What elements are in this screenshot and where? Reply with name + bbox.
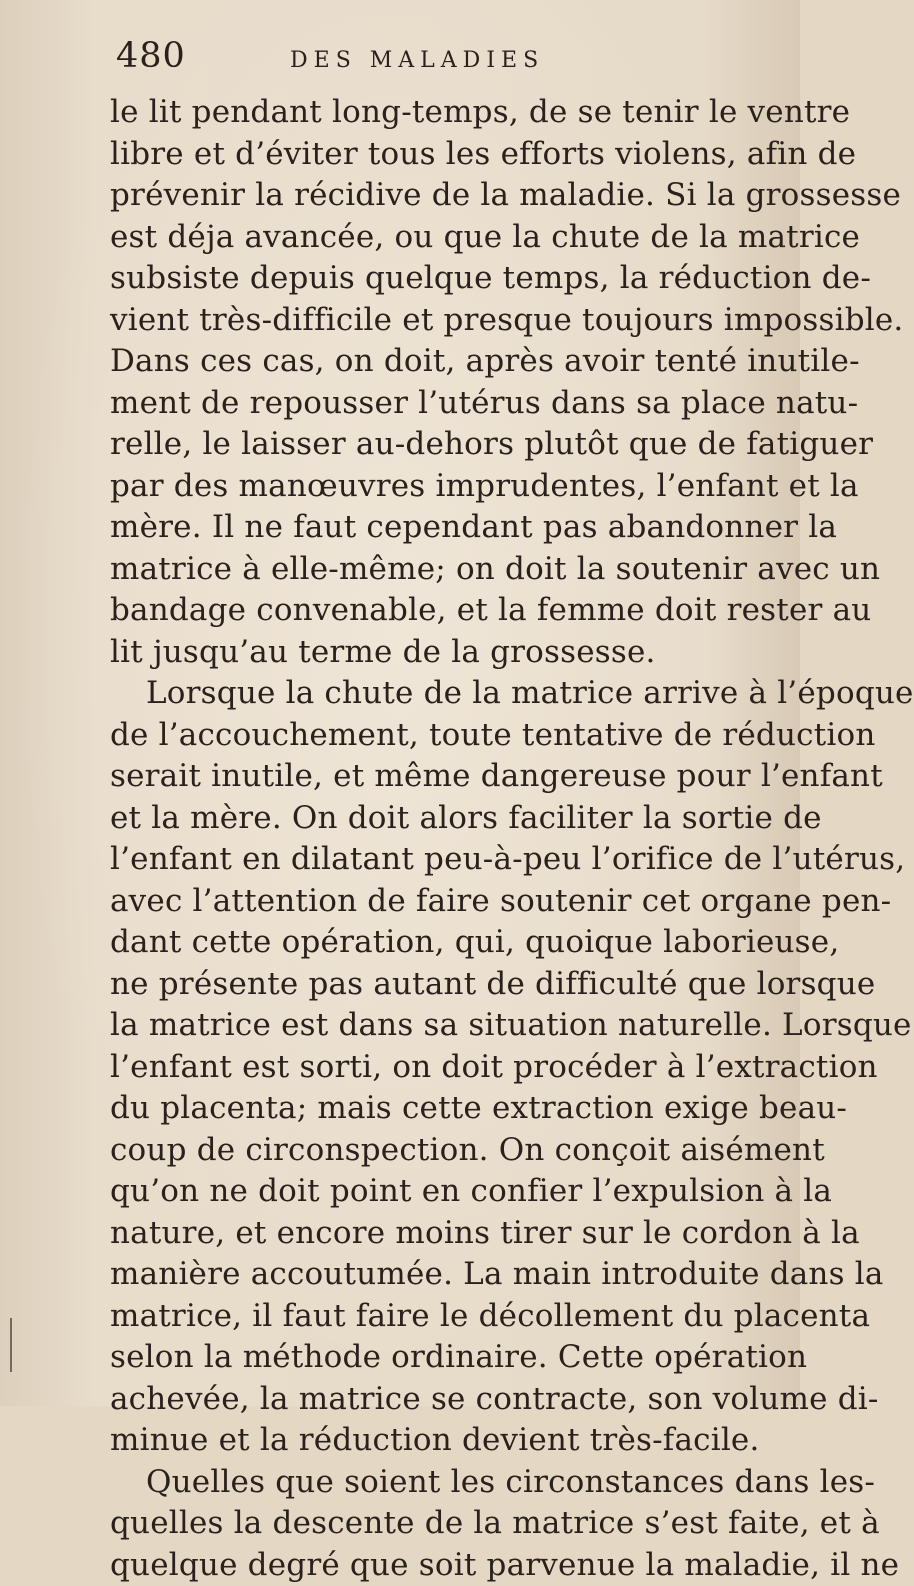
text-line: de l’accouchement, toute tentative de réduction [110,715,800,757]
paragraph-start-line: Quelles que soient les circonstances dans les- [110,1462,800,1504]
text-line: vient très-difficile et presque toujours impossible. [110,300,800,342]
body-text [110,92,800,1586]
text-line: relle, le laisser au-dehors plutôt que de fatiguer [110,424,800,466]
text-line: l’enfant en dilatant peu-à-peu l’orifice de l’utérus, [110,839,800,881]
text-line: bandage convenable, et la femme doit rester au [110,590,800,632]
text-line: quelque degré que soit parvenue la maladie, il ne [110,1545,800,1586]
text-line: achevée, la matrice se contracte, son volume di- [110,1379,800,1421]
text-line: l’enfant est sorti, on doit procéder à l’extraction [110,1047,800,1089]
page-number: 480 [116,36,186,76]
running-head [110,36,770,86]
text-line: dant cette opération, qui, quoique laborieuse, [110,922,800,964]
text-line: quelles la descente de la matrice s’est faite, et à [110,1503,800,1545]
text-line: mère. Il ne faut cependant pas abandonner la [110,507,800,549]
margin-mark [10,1318,12,1372]
text-line: ment de repousser l’utérus dans sa place natu- [110,383,800,425]
text-line: Dans ces cas, on doit, après avoir tenté inutile- [110,341,800,383]
text-line: du placenta; mais cette extraction exige beau- [110,1088,800,1130]
text-line: manière accoutumée. La main introduite dans la [110,1254,800,1296]
running-title: DES MALADIES [290,48,544,73]
text-line: ne présente pas autant de difficulté que lorsque [110,964,800,1006]
text-line: libre et d’éviter tous les efforts violens, afin de [110,134,800,176]
text-line: et la mère. On doit alors faciliter la sortie de [110,798,800,840]
text-line: selon la méthode ordinaire. Cette opération [110,1337,800,1379]
text-line: lit jusqu’au terme de la grossesse. [110,632,800,674]
text-line: par des manœuvres imprudentes, l’enfant et la [110,466,800,508]
text-line: subsiste depuis quelque temps, la réduction de- [110,258,800,300]
text-line: matrice à elle-même; on doit la soutenir avec un [110,549,800,591]
text-line: est déja avancée, ou que la chute de la matrice [110,217,800,259]
text-line: minue et la réduction devient très-facile. [110,1420,800,1462]
text-line: le lit pendant long-temps, de se tenir le ventre [110,92,800,134]
text-line: matrice, il faut faire le décollement du placenta [110,1296,800,1338]
text-line: qu’on ne doit point en confier l’expulsion à la [110,1171,800,1213]
text-line: avec l’attention de faire soutenir cet organe pen- [110,881,800,923]
text-line: prévenir la récidive de la maladie. Si la grossesse [110,175,800,217]
text-line: la matrice est dans sa situation naturelle. Lorsque [110,1005,800,1047]
paragraph-start-line: Lorsque la chute de la matrice arrive à l’époque [110,673,800,715]
text-line: serait inutile, et même dangereuse pour l’enfant [110,756,800,798]
text-line: nature, et encore moins tirer sur le cordon à la [110,1213,800,1255]
text-line: coup de circonspection. On conçoit aisément [110,1130,800,1172]
